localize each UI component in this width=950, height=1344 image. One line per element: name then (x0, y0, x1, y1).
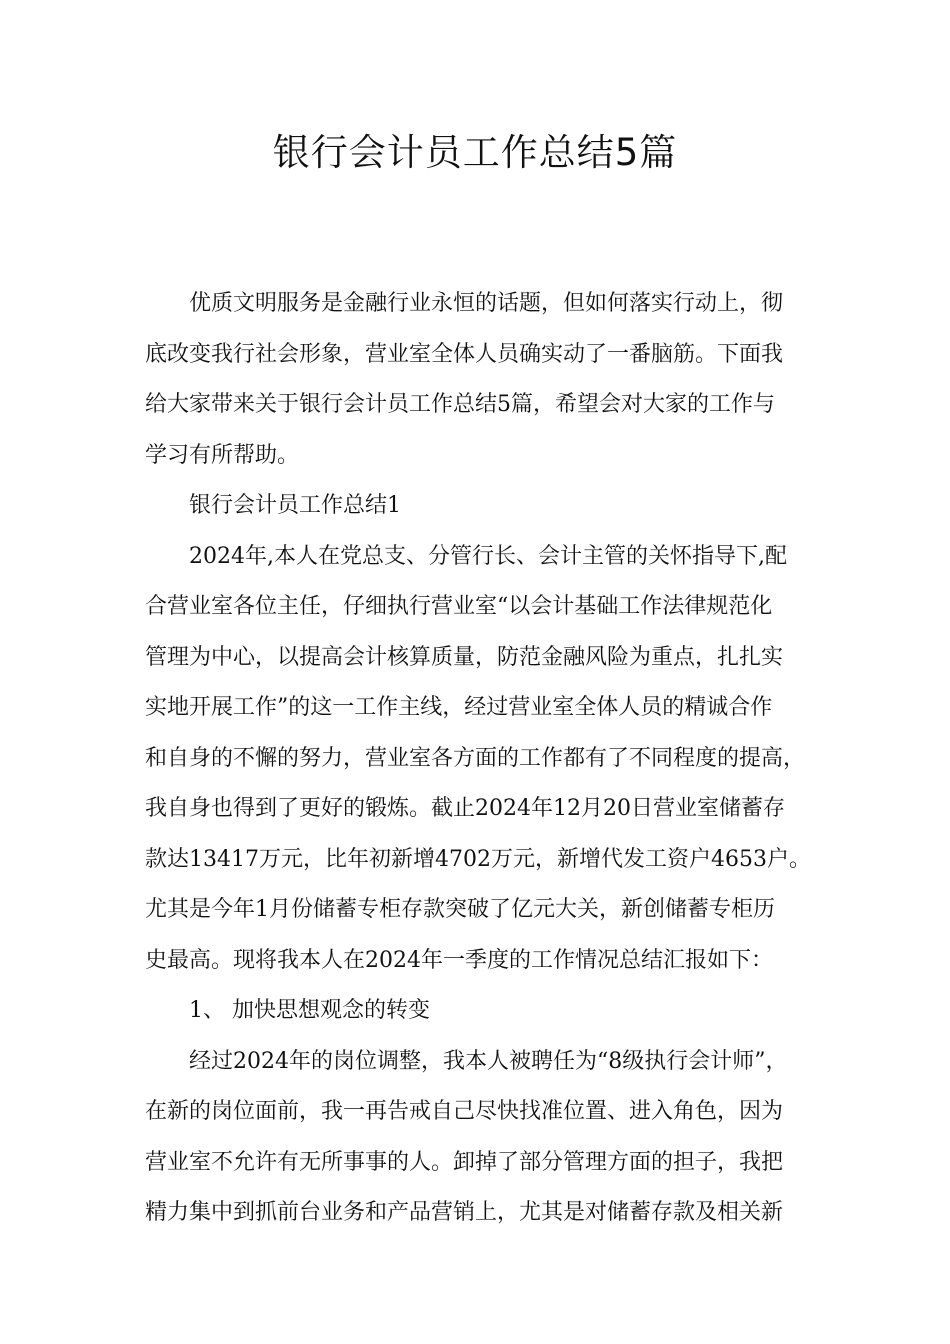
text-line: 尤其是今年1月份储蓄专柜存款突破了亿元大关，新创储蓄专柜历 (145, 897, 775, 922)
text-line: 我自身也得到了更好的锻炼。截止2024年12月20日营业室储蓄存 (145, 796, 785, 821)
document-body (145, 279, 810, 1239)
text-line: 给大家带来关于银行会计员工作总结5篇，希望会对大家的工作与 (145, 392, 775, 417)
text-line: 精力集中到抓前台业务和产品营销上，尤其是对储蓄存款及相关新 (145, 1200, 784, 1225)
text-line: 款达13417万元，比年初新增4702万元，新增代发工资户4653户。 (145, 846, 811, 872)
text-line: 和自身的不懈的努力，营业室各方面的工作都有了不同程度的提高， (145, 745, 806, 771)
document-title: 银行会计员工作总结5篇 (272, 131, 678, 174)
text-line: 营业室不允许有无所事事的人。卸掉了部分管理方面的担子，我把 (145, 1149, 784, 1175)
section-heading: 银行会计员工作总结1 (189, 493, 401, 518)
text-line: 管理为中心，以提高会计核算质量，防范金融风险为重点，扎扎实 (145, 644, 784, 670)
text-line: 学习有所帮助。 (145, 442, 300, 468)
text-line: 实地开展工作”的这一工作主线，经过营业室全体人员的精诚合作 (145, 695, 773, 720)
text-line: 底改变我行社会形象，营业室全体人员确实动了一番脑筋。下面我 (145, 341, 784, 367)
subsection-heading: 1、 加快思想观念的转变 (189, 998, 430, 1023)
text-line: 合营业室各位主任，仔细执行营业室“以会计基础工作法律规范化 (145, 594, 773, 619)
text-line: 2024年,本人在党总支、分管行长、会计主管的关怀指导下,配 (189, 543, 787, 569)
text-line: 优质文明服务是金融行业永恒的话题，但如何落实行动上，彻 (189, 291, 784, 316)
text-line: 史最高。现将我本人在2024年一季度的工作情况总结汇报如下： (145, 947, 773, 973)
text-line: 经过2024年的岗位调整，我本人被聘任为“8级执行会计师”， (189, 1048, 788, 1074)
text-line: 在新的岗位面前，我一再告戒自己尽快找准位置、进入角色，因为 (145, 1099, 784, 1124)
